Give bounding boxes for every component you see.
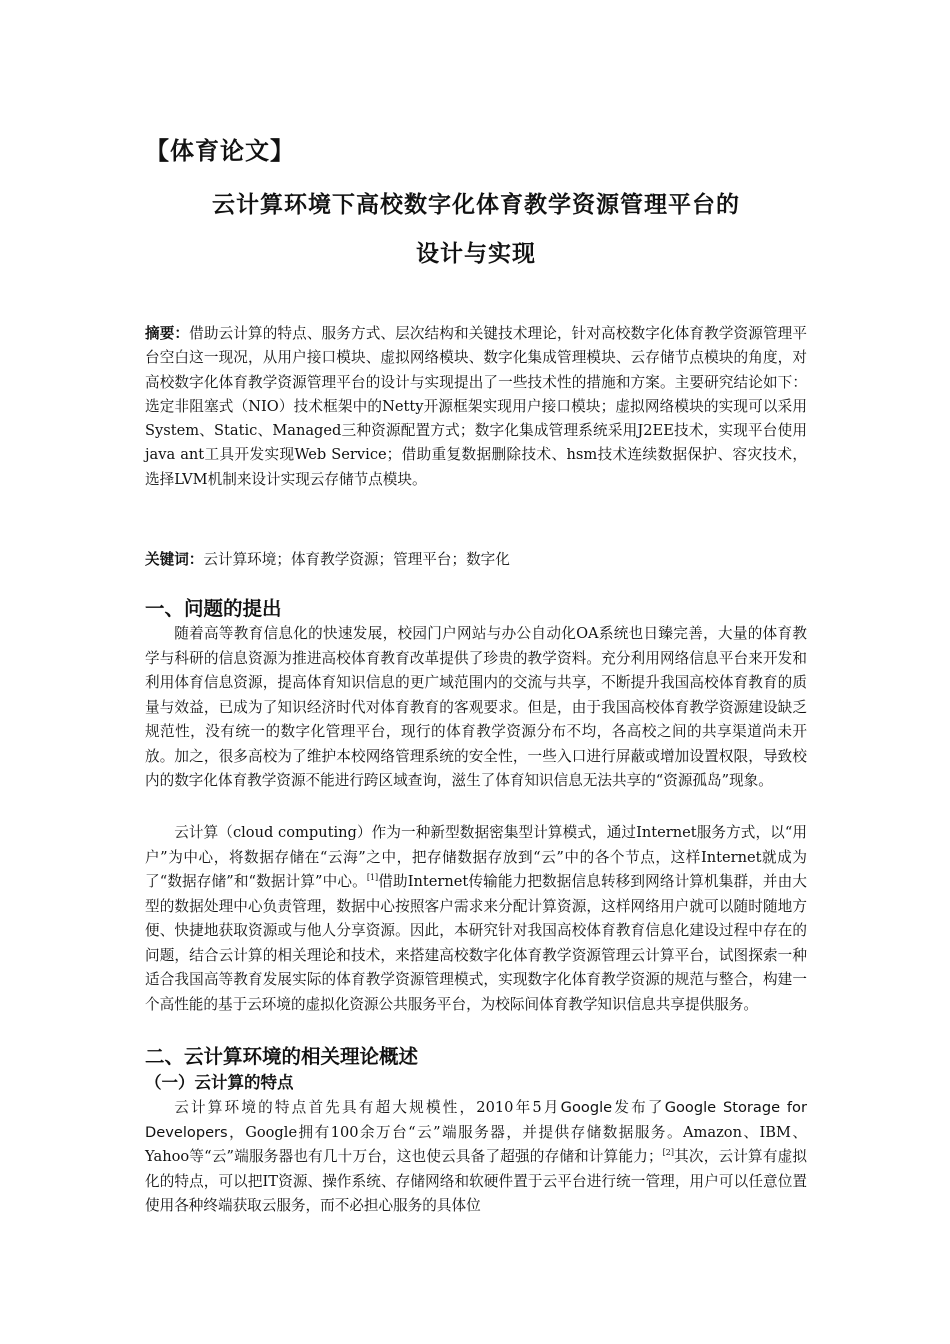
section-1-paragraph-1: 随着高等教育信息化的快速发展，校园门户网站与办公自动化OA系统也日臻完善，大量的体育教学与科研的信息资源为推进高校体育教育改革提供了珍贵的教学资料。充分利用网络信息平台来开发和利用体育信息资源，提高体育知识信息的更广域范围内的交流与共享，不断提升我国高校体育教育的质量与效益，已成为了知识经济时代对体育教育的客观要求。但是，由于我国高校体育教学资源建设缺乏规范性，没有统一的数字化管理平台，现行的体育教学资源分布不均，各高校之间的共享渠道尚未开放。加之，很多高校为了维护本校网络管理系统的安全性，一些入口进行屏蔽或增加设置权限，导致校内的数字化体育教学资源不能进行跨区域查询，滋生了体育知识信息无法共享的“资源孤岛”现象。 bbox=[145, 625, 807, 789]
keywords-text: 云计算环境；体育教学资源；管理平台；数字化 bbox=[203, 551, 510, 568]
article-title-line-1: 云计算环境下高校数字化体育教学资源管理平台的 bbox=[212, 192, 740, 218]
google-text-1: Google bbox=[560, 1099, 613, 1116]
section-2-paragraph-1-part-b: 发布了 bbox=[612, 1099, 665, 1116]
keywords-label: 关键词： bbox=[145, 551, 204, 568]
section-1-paragraph-2 bbox=[145, 821, 807, 1017]
section-1-paragraph-2-part-b: 借助Internet传输能力把数据信息转移到网络计算机集群，并由大型的数据处理中心负责管理，数据中心按照客户需求来分配计算资源，这样网络用户就可以随时随地方便、快捷地获取资源或与他人分享资源。因此，本研究针对我国高校体育教育信息化建设过程中存在的问题，结合云计算的相关理论和技术，来搭建高校数字化体育教学资源管理云计算平台，试图探索一种适合我国高等教育发展实际的体育教学资源管理模式，实现数字化体育教学资源的规范与整合，构建一个高性能的基于云环境的虚拟化资源公共服务平台，为校际间体育教学知识信息共享提供服务。 bbox=[145, 873, 807, 1013]
article-title-line-2: 设计与实现 bbox=[416, 241, 536, 267]
keywords-block bbox=[145, 548, 807, 572]
citation-ref-1: [1] bbox=[366, 873, 379, 882]
section-1-paragraph-2-part-a: 云计算（cloud computing）作为一种新型数据密集型计算模式，通过Internet服务方式，以“用户”为中心，将数据存储在“云海”之中，把存储数据存放到“云”中的各个节点，这样Internet就成为了“数据存储”和“数据计算”中心。 bbox=[145, 824, 807, 890]
abstract-label: 摘要： bbox=[145, 325, 190, 342]
google-storage-text: Google Storage for Developers bbox=[145, 1099, 807, 1141]
citation-ref-2: [2] bbox=[662, 1148, 674, 1157]
section-2-paragraph-1-part-a: 云计算环境的特点首先具有超大规模性，2010年5月 bbox=[174, 1099, 561, 1116]
article-category-tag: 【体育论文】 bbox=[145, 137, 295, 165]
document-page bbox=[145, 0, 807, 1344]
section-2-paragraph-1-part-c: ，Google拥有100余万台“云”端服务器，并提供存储数据服务。Amazon、IBM、Yahoo等“云”端服务器也有几十万台，这也使云具备了超强的存储和计算能力； bbox=[145, 1123, 807, 1165]
section-2-paragraph-1 bbox=[145, 1096, 807, 1219]
abstract-block bbox=[145, 322, 807, 492]
section-1-heading: 一、问题的提出 bbox=[145, 597, 282, 620]
section-2-heading: 二、云计算环境的相关理论概述 bbox=[145, 1045, 419, 1068]
subsection-2-1-heading: （一）云计算的特点 bbox=[145, 1073, 294, 1092]
abstract-text: 借助云计算的特点、服务方式、层次结构和关键技术理论，针对高校数字化体育教学资源管理平台空白这一现况，从用户接口模块、虚拟网络模块、数字化集成管理模块、云存储节点模块的角度，对高校数字化体育教学资源管理平台的设计与实现提出了一些技术性的措施和方案。主要研究结论如下：选定非阻塞式（NIO）技术框架中的Netty开源框架实现用户接口模块；虚拟网络模块的实现可以采用System、Static、Managed三种资源配置方式；数字化集成管理系统采用J2EE技术，实现平台使用java ant工具开发实现Web Service；借助重复数据删除技术、hsm技术连续数据保护、容灾技术，选择LVM机制来设计实现云存储节点模块。 bbox=[145, 325, 807, 488]
section-2-paragraph-1-part-d: 其次，云计算有虚拟化的特点，可以把IT资源、操作系统、存储网络和软硬件置于云平台进行统一管理，用户可以任意位置使用各种终端获取云服务，而不必担心服务的具体位 bbox=[145, 1148, 807, 1214]
